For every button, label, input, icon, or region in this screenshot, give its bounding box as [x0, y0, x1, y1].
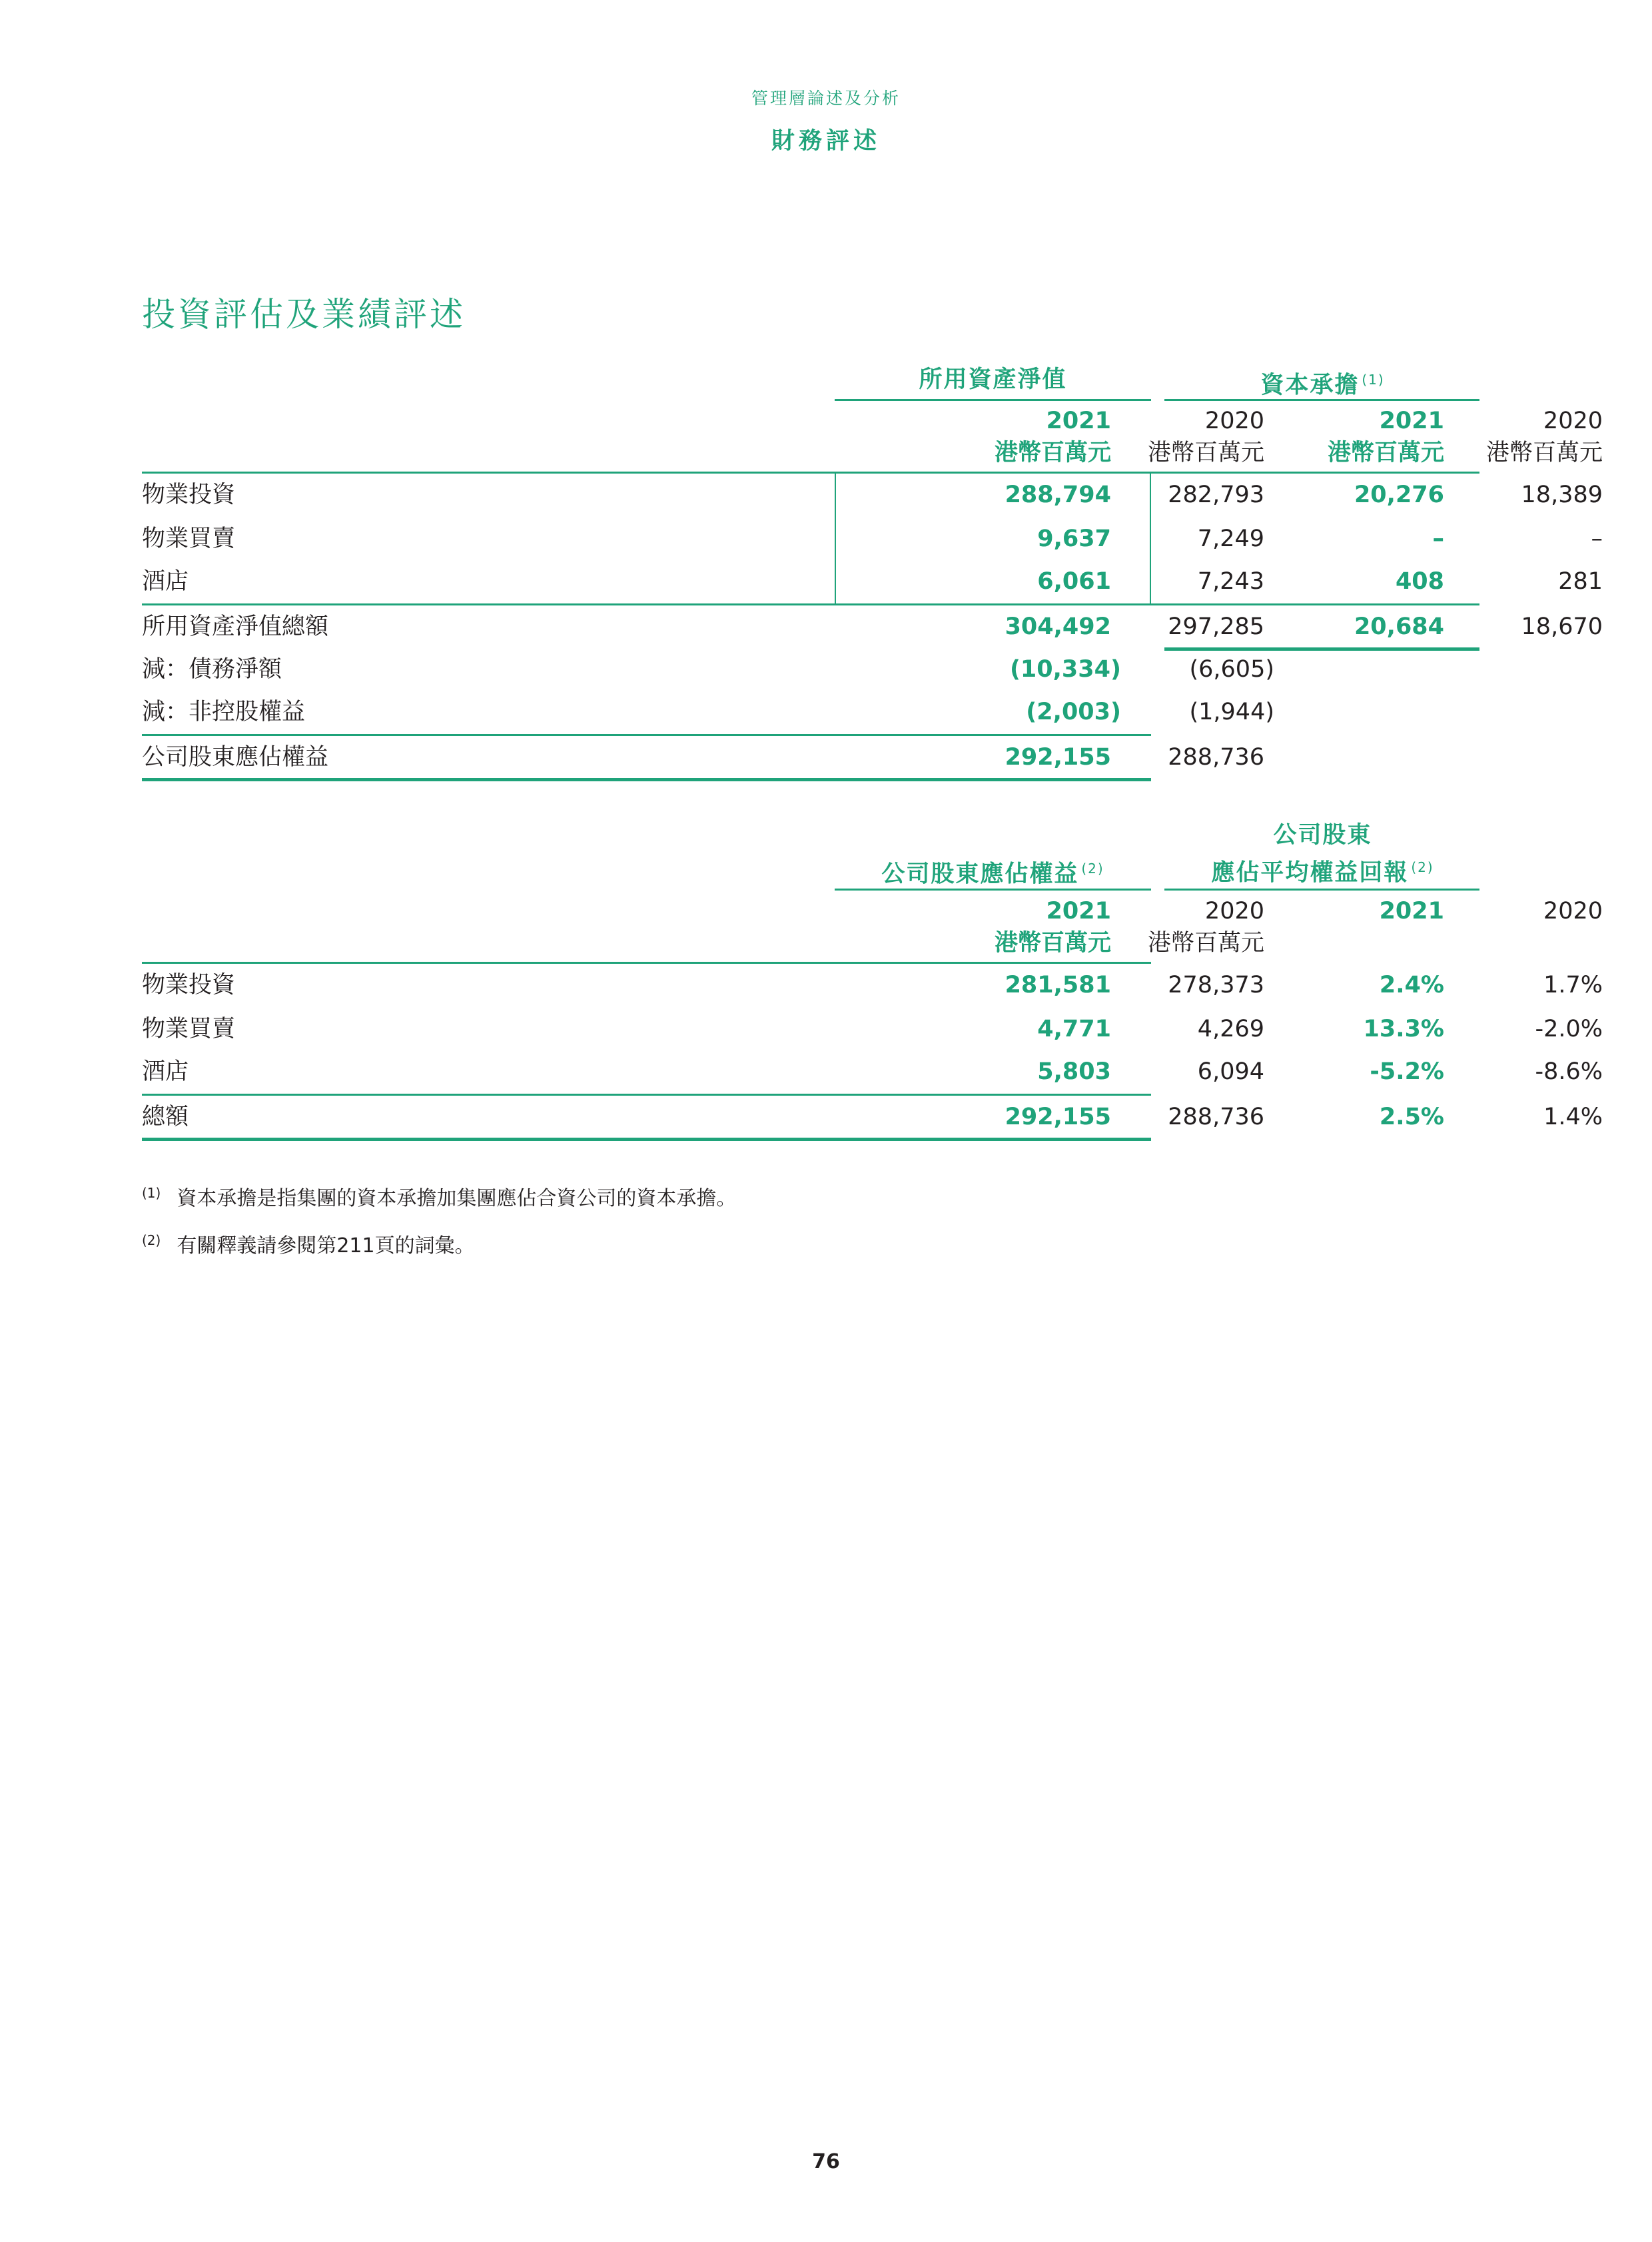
- row-label: 酒店: [142, 568, 189, 595]
- footnote: [142, 1220, 736, 1267]
- row-label: 減：非控股權益: [142, 699, 306, 725]
- cell-value: -8.6%: [1535, 1058, 1603, 1085]
- table-row: [142, 690, 1479, 734]
- cell-value: 2.5%: [1379, 1104, 1444, 1130]
- row-label: 物業投資: [142, 482, 236, 508]
- group-header-return-on-equity: 公司股東 應佔平均權益回報 $^{(2)}$: [1211, 822, 1434, 887]
- cell-value: (6,605): [1189, 656, 1274, 683]
- cell-value: 4,771: [1037, 1016, 1111, 1042]
- cell-value: 9,637: [1037, 526, 1111, 552]
- group-header-capital-commitments: 資本承擔 $^{(1)}$: [1260, 372, 1385, 399]
- cell-value: 288,736: [1168, 1104, 1264, 1130]
- cell-value: –: [1432, 526, 1444, 552]
- cell-value: -2.0%: [1535, 1016, 1603, 1042]
- net-assets-table: [142, 360, 1603, 786]
- cell-value: -5.2%: [1370, 1058, 1444, 1085]
- group-header-shareholders-equity: 公司股東應佔權益 $^{(2)}$: [881, 861, 1104, 888]
- table-row: [142, 1050, 1603, 1094]
- cell-value: 20,684: [1354, 613, 1444, 640]
- total-rule: [142, 778, 1151, 781]
- group-header-net-assets: 所用資產淨值: [919, 366, 1067, 393]
- cell-value: 20,276: [1354, 482, 1444, 508]
- cell-value: 7,249: [1197, 526, 1264, 552]
- cell-value: 18,670: [1521, 613, 1603, 640]
- column-header-2021: 2021: [1379, 898, 1444, 925]
- cell-value: 288,736: [1168, 744, 1264, 771]
- row-label: 公司股東應佔權益: [142, 744, 329, 771]
- cell-value: 4,269: [1197, 1016, 1264, 1042]
- table-row-total: [142, 735, 1479, 779]
- table-row: [142, 517, 1603, 561]
- header-section-label: 管理層論述及分析: [751, 89, 901, 108]
- cell-value: 288,794: [1005, 482, 1111, 508]
- cell-value: 5,803: [1037, 1058, 1111, 1085]
- cell-value: 292,155: [1005, 1104, 1111, 1130]
- cell-value: 278,373: [1168, 972, 1264, 998]
- table-row: [142, 1007, 1603, 1051]
- table-row: [142, 963, 1603, 1007]
- group-underline: [835, 399, 1151, 401]
- row-label: 所用資產淨值總額: [142, 613, 329, 640]
- footnote-text: 有關釋義請參閱第211頁的詞彙。: [177, 1234, 475, 1258]
- total-rule: [142, 1138, 1151, 1141]
- cell-value: 6,094: [1197, 1058, 1264, 1085]
- cell-value: 2.4%: [1379, 972, 1444, 998]
- footnote: [142, 1172, 736, 1220]
- column-header-2021: 2021 港幣百萬元: [1327, 408, 1444, 466]
- section-title: 投資評估及業績評述: [142, 295, 466, 334]
- group-underline: [1164, 399, 1479, 401]
- cell-value: 292,155: [1005, 744, 1111, 771]
- column-header-2021: 2021 港幣百萬元: [994, 898, 1111, 956]
- shareholders-equity-table: [142, 814, 1603, 1147]
- table-row-total: [142, 1095, 1603, 1139]
- footnote-text: 資本承擔是指集團的資本承擔加集團應佔合資公司的資本承擔。: [177, 1187, 737, 1210]
- cell-value: 1.4%: [1543, 1104, 1603, 1130]
- column-header-2020: 2020 港幣百萬元: [1485, 408, 1603, 466]
- cell-value: 282,793: [1168, 482, 1264, 508]
- cell-value: 304,492: [1005, 613, 1111, 640]
- cell-value: 281: [1558, 568, 1603, 595]
- group-underline: [835, 889, 1151, 891]
- group-underline: [1164, 889, 1479, 891]
- row-label: 減：債務淨額: [142, 656, 282, 683]
- cell-value: (1,944): [1189, 699, 1274, 725]
- footnotes: [142, 1172, 736, 1267]
- cell-value: 1.7%: [1543, 972, 1603, 998]
- cell-value: –: [1591, 526, 1603, 552]
- cell-value: 297,285: [1168, 613, 1264, 640]
- row-label: 物業買賣: [142, 526, 236, 552]
- footnote-number: (1): [142, 1185, 161, 1201]
- row-label: 酒店: [142, 1058, 189, 1085]
- cell-value: 6,061: [1037, 568, 1111, 595]
- column-header-2020: 2020 港幣百萬元: [1147, 408, 1264, 466]
- table-row: [142, 473, 1603, 517]
- cell-value: 13.3%: [1363, 1016, 1444, 1042]
- header-title: 財務評述: [771, 128, 881, 155]
- column-header-2020: 2020 港幣百萬元: [1147, 898, 1264, 956]
- table-row: [142, 560, 1603, 603]
- row-label: 總額: [142, 1104, 189, 1130]
- cell-value: 281,581: [1005, 972, 1111, 998]
- page-number: 76: [812, 2150, 840, 2173]
- column-header-2020: 2020: [1543, 898, 1603, 925]
- row-label: 物業買賣: [142, 1016, 236, 1042]
- footnote-number: (2): [142, 1232, 161, 1248]
- cell-value: 7,243: [1197, 568, 1264, 595]
- row-label: 物業投資: [142, 972, 236, 998]
- cell-value: (2,003): [1026, 699, 1121, 725]
- cell-value: (10,334): [1009, 656, 1121, 683]
- cell-value: 408: [1395, 568, 1444, 595]
- table-row-total: [142, 605, 1603, 649]
- table-row: [142, 647, 1479, 691]
- cell-value: 18,389: [1521, 482, 1603, 508]
- column-header-2021: 2021 港幣百萬元: [994, 408, 1111, 466]
